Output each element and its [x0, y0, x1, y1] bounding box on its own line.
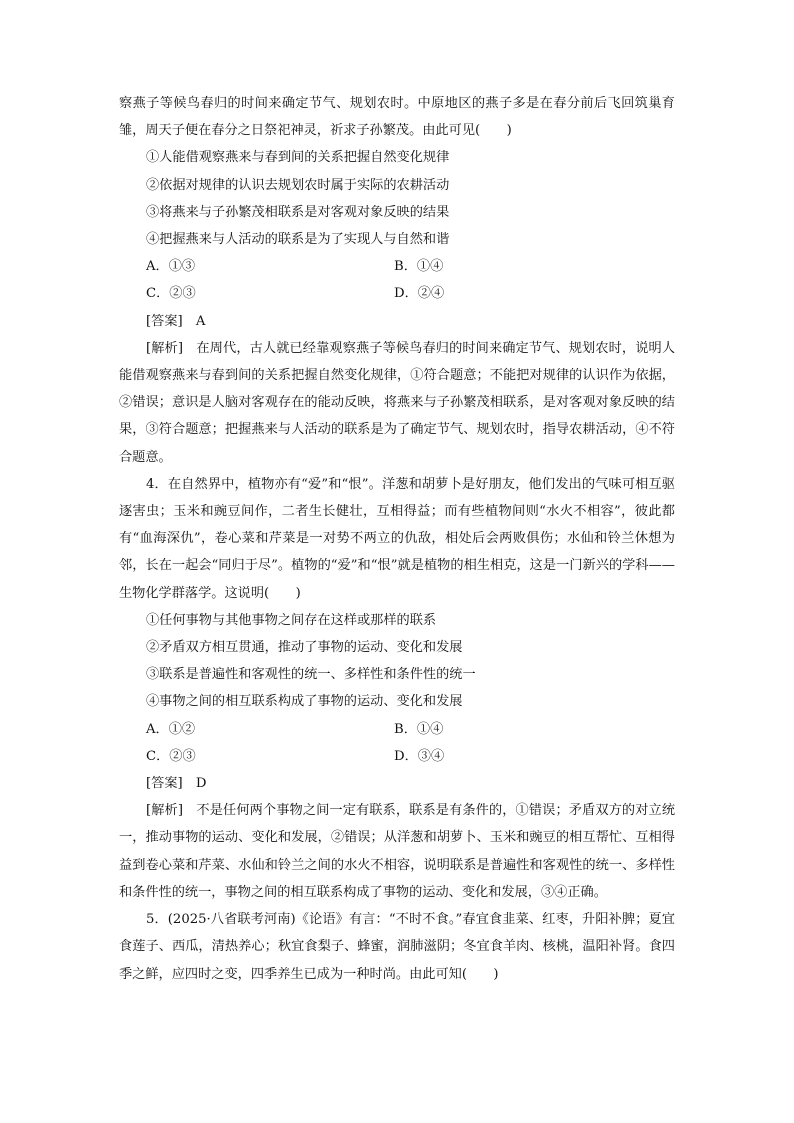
q5-stem: 5．(2025·八省联考河南)《论语》有言：“不时不食。”春宜食韭菜、红枣，升阳补脾；夏宜食莲子、西瓜，清热养心；秋宜食梨子、蜂蜜，润肺滋阴；冬宜食羊肉、核桃，温阳补肾。食四季之鲜，应四时之变，四季养生已成为一种时尚。由此可知( ) [119, 912, 675, 982]
q4-answer [119, 770, 675, 797]
q4-option-b: B．①④ [394, 721, 444, 737]
q4-statement-1: ①任何事物与其他事物之间存在这样或那样的联系 [146, 612, 437, 628]
q3-stem: 察燕子等候鸟春归的时间来确定节气、规划农时。中原地区的燕子多是在春分前后飞回筑巢育雏，周天子便在春分之日祭祀神灵，祈求子孙繁茂。由此可见( ) [119, 96, 675, 139]
q4-statement-4: ④事物之间的相互联系构成了事物的运动、变化和发展 [146, 694, 463, 710]
q3-options-row-2 [119, 280, 675, 307]
q4-answer-label: [答案] [146, 776, 183, 792]
q4-option-d: D．③④ [394, 748, 445, 764]
q3-option-d: D．②④ [394, 286, 445, 302]
q3-answer-value: A [195, 313, 206, 329]
q4-option-a: A．①② [146, 721, 196, 737]
q4-analysis-label: [解析] [146, 803, 183, 819]
q3-answer-label: [答案] [146, 313, 183, 329]
q3-statement-1: ①人能借观察燕来与春到间的关系把握自然变化规律 [146, 150, 450, 166]
q4-option-c: C．②③ [146, 748, 196, 764]
q4-analysis [119, 797, 675, 906]
q3-options-row-1 [119, 253, 675, 280]
q3-statement-2: ②依据对规律的认识去规划农时属于实际的农耕活动 [146, 177, 450, 193]
q3-option-c: C．②③ [146, 286, 196, 302]
q4-statement-2: ②矛盾双方相互贯通，推动了事物的运动、变化和发展 [146, 640, 463, 656]
q4-analysis-text: 不是任何两个事物之间一定有联系，联系是有条件的，①错误；矛盾双方的对立统一，推动事物的运动、变化和发展，②错误；从洋葱和胡萝卜、玉米和豌豆的相互帮忙、互相得益到卷心菜和芹菜、水仙和铃兰之间的水火不相容，说明联系是普遍性和客观性的统一、多样性和条件性的统一，事物之间的相互联系构成了事物的运动、变化和发展，③④正确。 [119, 803, 676, 900]
q4-options-row-2 [119, 743, 675, 770]
q3-analysis [119, 335, 675, 471]
q4-stem: 4．在自然界中，植物亦有“爱”和“恨”。洋葱和胡萝卜是好朋友，他们发出的气味可相互驱逐害虫；玉米和豌豆间作，二者生长健壮，互相得益；而有些植物间则“水火不相容”，彼此都有“血海深仇”，卷心菜和芹菜是一对势不两立的仇敌，相处后会两败俱伤；水仙和铃兰休想为邻，长在一起会“同归于尽”。植物的“爱”和“恨”就是植物的相生相克，这是一门新兴的学科——生物化学群落学。这说明( ) [119, 476, 675, 601]
q4-answer-value: D [195, 776, 207, 792]
q4-statement-3: ③联系是普遍性和客观性的统一、多样性和条件性的统一 [146, 667, 476, 683]
q3-option-a: A．①③ [146, 259, 196, 275]
q3-statement-4: ④把握燕来与人活动的联系是为了实现人与自然和谐 [146, 232, 450, 248]
q3-option-b: B．①④ [394, 259, 444, 275]
q3-statement-3: ③将燕来与子孙繁茂相联系是对客观对象反映的结果 [146, 204, 450, 220]
q4-options-row-1 [119, 716, 675, 743]
q3-analysis-text: 在周代，古人就已经靠观察燕子等候鸟春归的时间来确定节气、规划农时，说明人能借观察燕来与春到间的关系把握自然变化规律，①符合题意；不能把对规律的认识作为依据，②错误；意识是人脑对客观存在的能动反映，将燕来与子孙繁茂相联系，是对客观对象反映的结果，③符合题意；把握燕来与人活动的联系是为了确定节气、规划农时，指导农耕活动，④不符合题意。 [119, 340, 676, 465]
q3-answer [119, 308, 675, 335]
q3-analysis-label: [解析] [146, 340, 183, 356]
page-content [119, 90, 675, 988]
